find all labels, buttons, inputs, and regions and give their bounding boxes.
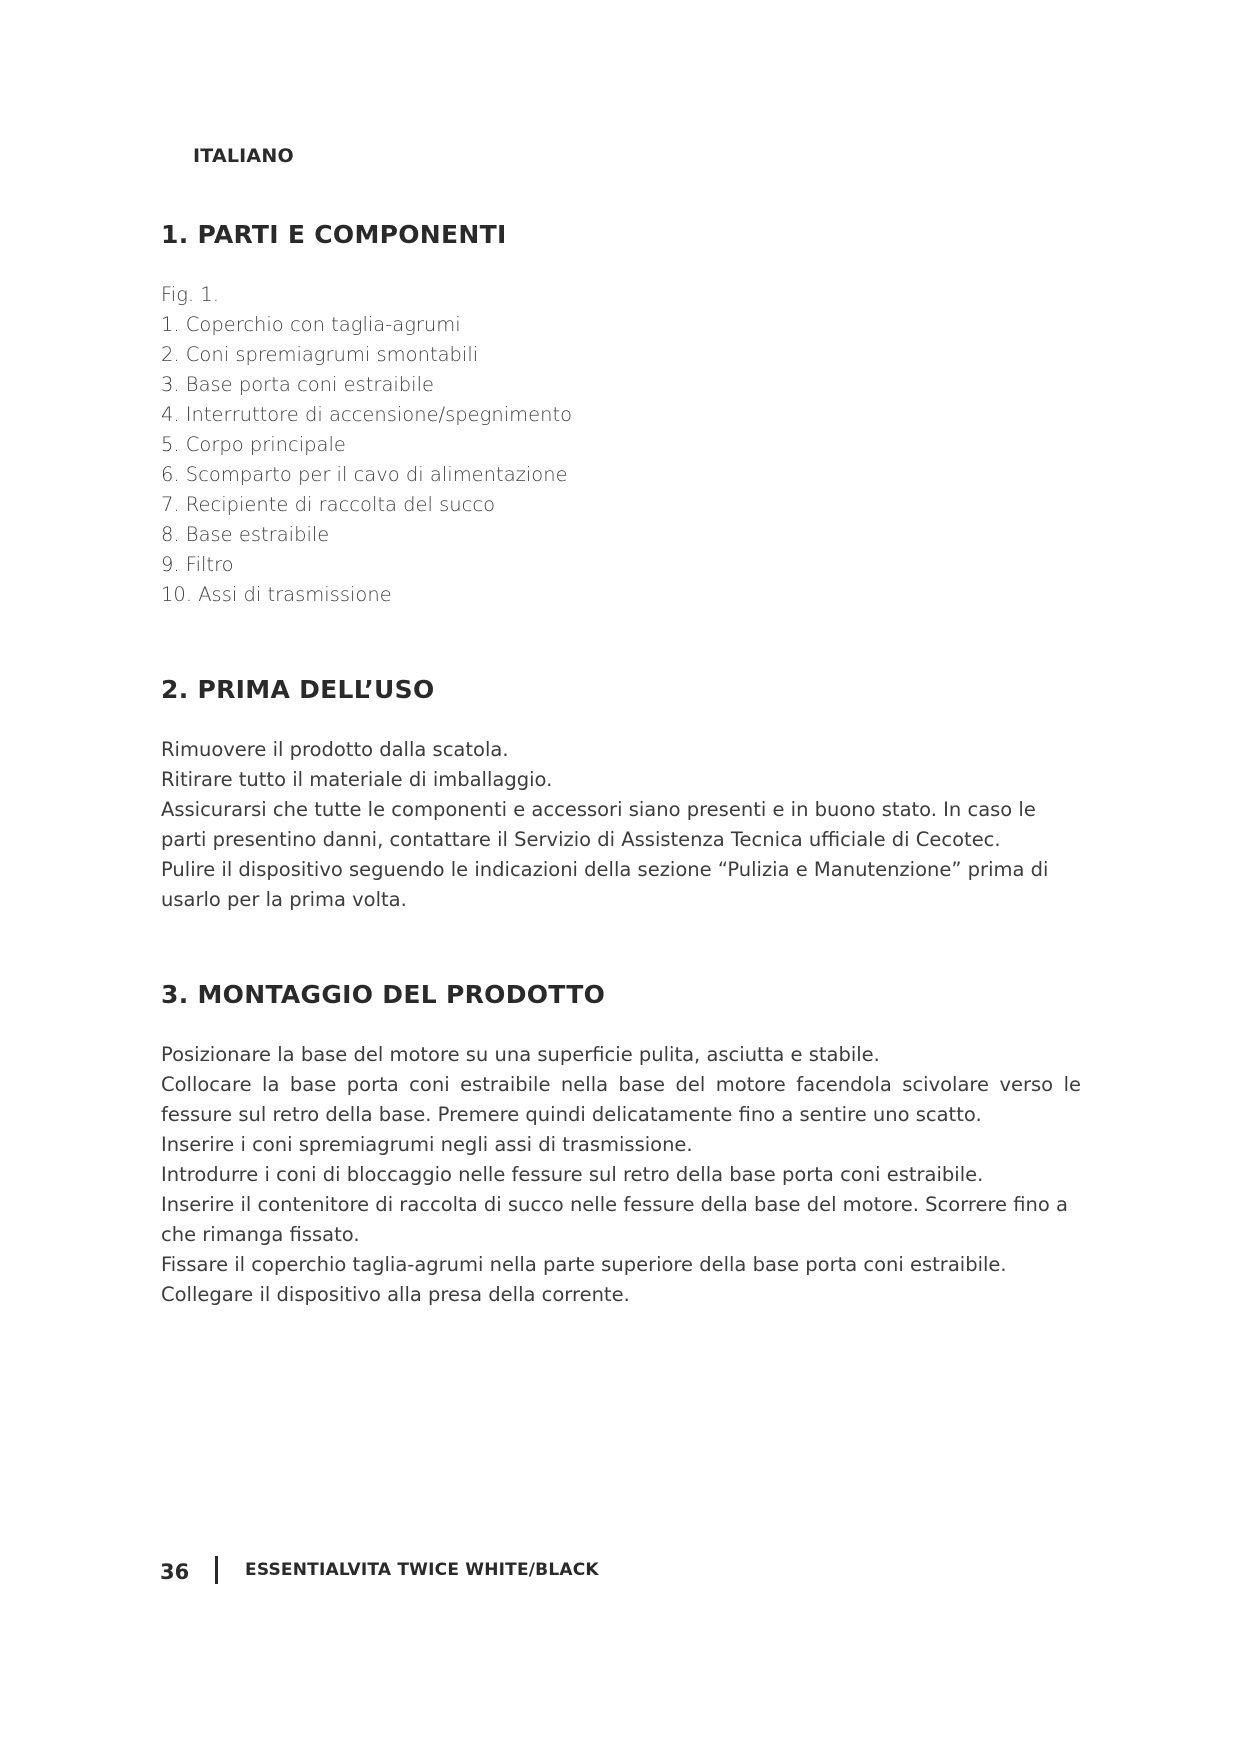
product-name: ESSENTIALVITA TWICE WHITE/BLACK	[245, 1560, 599, 1580]
list-item: 2. Coni spremiagrumi smontabili	[161, 343, 479, 366]
list-item: 1. Coperchio con taglia-agrumi	[161, 313, 461, 336]
paragraph: Pulire il dispositivo seguendo le indicazioni della sezione “Pulizia e Manutenzione” prima di usarlo per la prima volta.	[161, 858, 1049, 911]
parts-list	[161, 280, 572, 610]
paragraph: Collegare il dispositivo alla presa della corrente.	[161, 1283, 630, 1306]
paragraph: Posizionare la base del motore su una superficie pulita, asciutta e stabile.	[161, 1043, 880, 1066]
page-number: 36	[160, 1560, 190, 1584]
paragraph: Inserire i coni spremiagrumi negli assi di trasmissione.	[161, 1133, 693, 1156]
list-item: 5. Corpo principale	[161, 433, 346, 456]
list-item: 4. Interruttore di accensione/spegnimento	[161, 403, 573, 426]
paragraph: Assicurarsi che tutte le componenti e accessori siano presenti e in buono stato. In caso le parti presentino danni, contattare il Servizio di Assistenza Tecnica ufficiale di Cecotec.	[161, 798, 1036, 851]
fig-label: Fig. 1.	[161, 283, 219, 306]
list-item: 6. Scomparto per il cavo di alimentazione	[161, 463, 568, 486]
paragraph: Collocare la base porta coni estraibile nella base del motore facendola scivolare verso le fessure sul retro della base. Premere quindi delicatamente fino a sentire uno scatto.	[161, 1073, 1081, 1126]
list-item: 7. Recipiente di raccolta del succo	[161, 493, 496, 516]
paragraph: Rimuovere il prodotto dalla scatola.	[161, 738, 509, 761]
section-title-parts: 1. PARTI E COMPONENTI	[161, 220, 507, 249]
paragraph: Ritirare tutto il materiale di imballaggio.	[161, 768, 553, 791]
list-item: 10. Assi di trasmissione	[161, 583, 392, 606]
section-title-assembly: 3. MONTAGGIO DEL PRODOTTO	[161, 980, 606, 1009]
before-use-text	[161, 735, 1081, 915]
paragraph: Inserire il contenitore di raccolta di succo nelle fessure della base del motore. Scorrere fino a che rimanga fissato.	[161, 1193, 1068, 1246]
paragraph: Introdurre i coni di bloccaggio nelle fessure sul retro della base porta coni estraibile.	[161, 1163, 984, 1186]
list-item: 3. Base porta coni estraibile	[161, 373, 435, 396]
language-label: ITALIANO	[193, 145, 294, 167]
list-item: 9. Filtro	[161, 553, 234, 576]
list-item: 8. Base estraibile	[161, 523, 330, 546]
assembly-text	[161, 1040, 1081, 1310]
footer-divider	[215, 1556, 218, 1584]
section-title-before-use: 2. PRIMA DELL’USO	[161, 675, 435, 704]
paragraph: Fissare il coperchio taglia-agrumi nella parte superiore della base porta coni estraibile.	[161, 1253, 1007, 1276]
